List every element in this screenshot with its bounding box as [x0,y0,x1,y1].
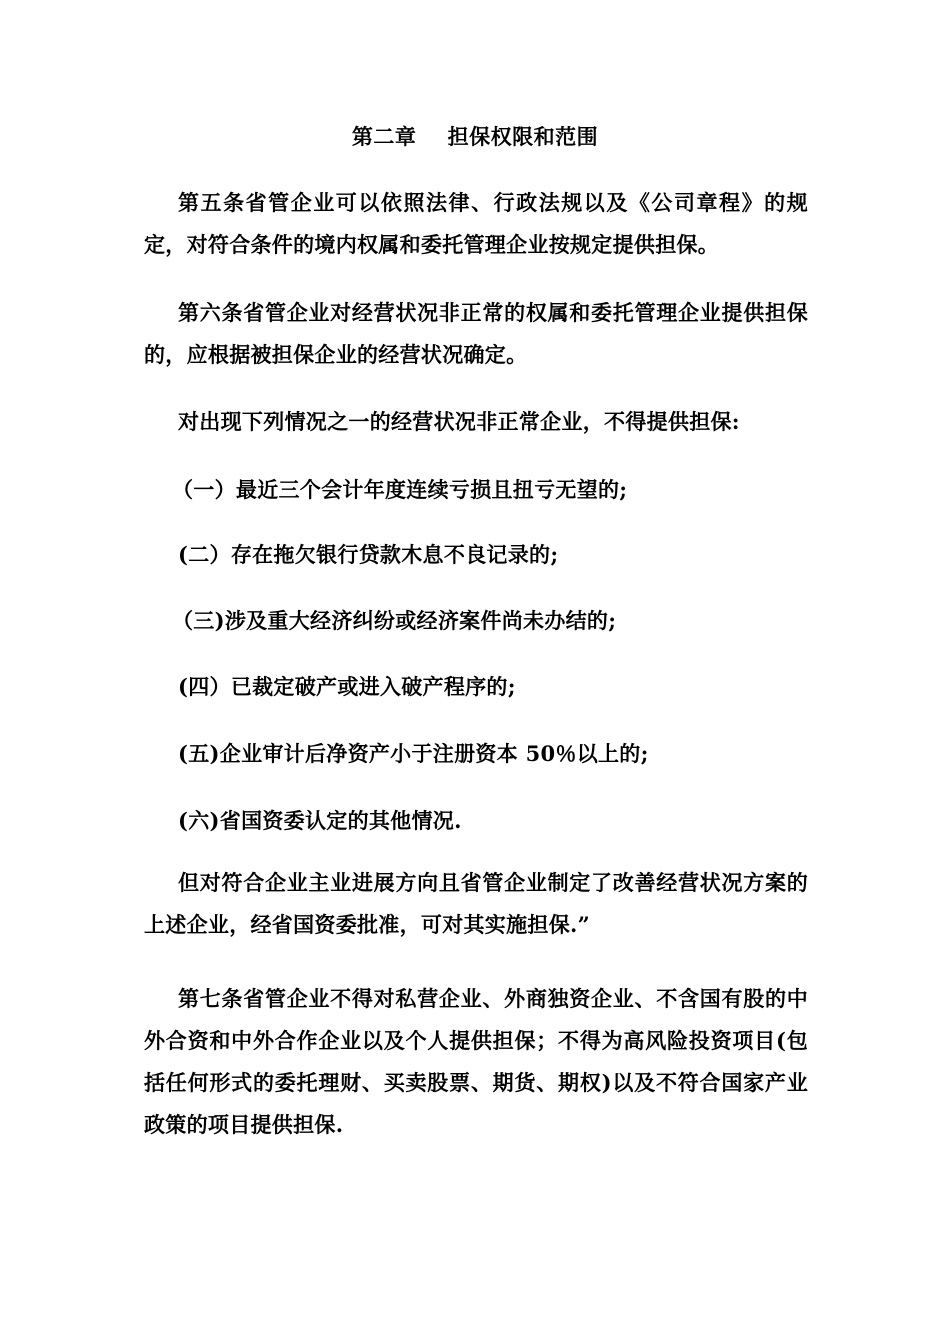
condition-item-2: (二）存在拖欠银行贷款木息不良记录的; [178,542,559,567]
article-5-paragraph: 第五条省管企业可以依照法律、行政法规以及《公司章程》的规定，对符合条件的境内权属和委托管理企业按规定提供担保。 [144,190,808,257]
exception-paragraph: 但对符合企业主业进展方向且省管企业制定了改善经营状况方案的上述企业，经省国资委批准，可对其实施担保.” [144,870,808,937]
article-7-paragraph: 第七条省管企业不得对私营企业、外商独资企业、不含国有股的中外合资和中外合作企业以及个人提供担保；不得为高风险投资项目(包括任何形式的委托理财、买卖股票、期货、期权)以及不符合国家产业政策的项目提供担保. [144,986,808,1137]
condition-item-3: （三)涉及重大经济纠纷或经济案件尚未办结的; [172,608,617,633]
condition-intro: 对出现下列情况之一的经营状况非正常企业，不得提供担保: [178,409,740,434]
condition-item-6: (六)省国资委认定的其他情况. [178,808,462,833]
chapter-title: 第二章 担保权限和范围 [351,124,599,149]
condition-item-1: （一）最近三个会计年度连续亏损且扭亏无望的; [172,477,628,502]
condition-item-5: (五)企业审计后净资产小于注册资本 50％以上的; [178,741,649,766]
article-6-paragraph: 第六条省管企业对经营状况非正常的权属和委托管理企业提供担保的，应根据被担保企业的经营状况确定。 [144,300,808,367]
condition-item-4: (四）已裁定破产或进入破产程序的; [178,674,516,699]
